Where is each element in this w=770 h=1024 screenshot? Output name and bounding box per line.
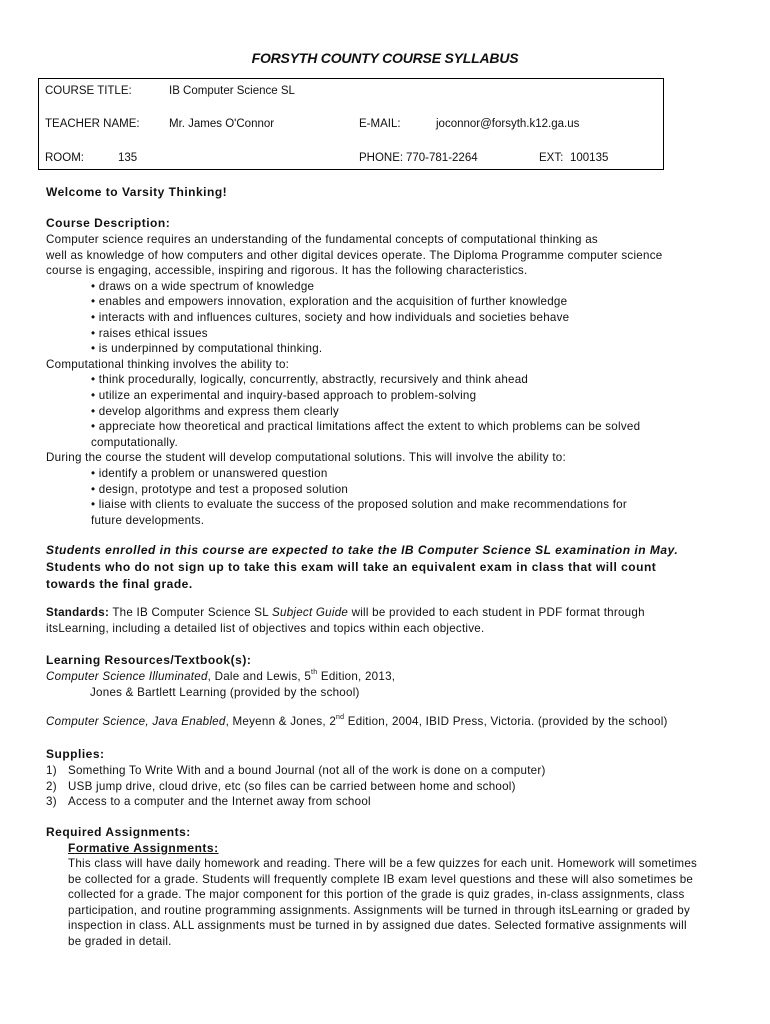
email-value: joconnor@forsyth.k12.ga.us [436,118,580,130]
formative-line: be graded in detail. [68,934,172,948]
formative-line: This class will have daily homework and reading. There will be a few quizzes for each unit. Homework will sometimes [68,857,698,870]
standards-section [46,605,736,636]
formative-line: inspection in class. ALL assignments must be turned in by assigned due dates. Selected formative assignments will [68,919,687,933]
standards-line: itsLearning, including a detailed list of objectives and topics within each objective. [46,621,485,635]
book2-title: Computer Science, Java Enabled [46,715,226,729]
ct-item: computationally. [91,435,178,449]
course-title-value: IB Computer Science SL [169,85,295,97]
supply-number: 1) [46,764,57,777]
book2-details: , Meyenn & Jones, 2 [225,715,337,729]
book2-sup: nd [336,714,345,722]
ext-label: EXT: [539,152,564,164]
supply-text: Something To Write With and a bound Journal (not all of the work is done on a computer) [68,764,546,777]
welcome-section [46,184,736,201]
page-title: FORSYTH COUNTY COURSE SYLLABUS [251,50,519,66]
formative-line: be collected for a grade. Students will frequently complete IB exam level questions and these will also sometimes be [68,872,694,886]
during-item: • identify a problem or unanswered question [91,466,328,480]
course-description-section [46,215,736,528]
ext-value: 100135 [570,152,609,164]
supply-text: Access to a computer and the Internet away from school [68,795,371,809]
during-intro: During the course the student will develop computational solutions. This will involve the ability to: [46,451,566,465]
assignments-section [46,824,736,950]
phone-label: PHONE: [359,152,404,164]
subject-guide: Subject Guide [272,606,349,619]
supplies-heading: Supplies: [46,747,105,761]
supplies-section [46,746,736,810]
exam-notice [46,542,736,593]
book1-details: , Dale and Lewis, 5 [207,670,312,683]
formative-heading: Formative Assignments: [68,841,219,855]
course-title-label: COURSE TITLE: [45,85,132,97]
room-value: 135 [118,152,138,164]
characteristic-item: • draws on a wide spectrum of knowledge [91,279,315,293]
characteristic-item: • is underpinned by computational thinking. [91,342,323,356]
characteristic-item: • raises ethical issues [91,326,208,340]
book1-publisher: Jones & Bartlett Learning (provided by the school) [90,685,360,699]
exam-notice-line: towards the final grade. [46,577,193,591]
supply-item [46,763,736,779]
teacher-value: Mr. James O'Connor [169,118,275,130]
resources-heading: Learning Resources/Textbook(s): [46,653,252,667]
supply-item [46,794,736,810]
standards-label: Standards: [46,606,110,619]
supply-text: USB jump drive, cloud drive, etc (so files can be carried between home and school) [68,779,516,793]
supply-number: 3) [46,795,57,809]
book1-sup: th [311,669,318,676]
exam-notice-line: Students enrolled in this course are expected to take the IB Computer Science SL examination in May. [46,543,679,557]
description-line: well as knowledge of how computers and other digital devices operate. The Diploma Programme computer science [46,248,663,262]
book2-details: Edition, 2004, IBID Press, Victoria. (provided by the school) [344,715,668,729]
course-description-heading: Course Description: [46,216,171,230]
book1-title: Computer Science Illuminated [46,670,208,683]
ct-item: • appreciate how theoretical and practical limitations affect the extent to which problems can be solved [91,420,641,434]
supply-number: 2) [46,779,57,793]
characteristic-item: • enables and empowers innovation, exploration and the acquisition of further knowledge [91,295,568,309]
room-label: ROOM: [45,152,84,164]
ct-item: • develop algorithms and express them clearly [91,404,339,418]
teacher-label: TEACHER NAME: [45,118,140,130]
email-label: E-MAIL: [359,118,401,130]
course-info-box [38,78,664,170]
assignments-heading: Required Assignments: [46,825,191,839]
during-item: • design, prototype and test a proposed solution [91,482,349,496]
exam-notice-line: Students who do not sign up to take this exam will take an equivalent exam in class that will count [46,560,657,574]
characteristic-item: • interacts with and influences cultures, society and how individuals and societies behave [91,310,570,324]
ct-intro: Computational thinking involves the ability to: [46,357,290,371]
ct-item: • utilize an experimental and inquiry-based approach to problem-solving [91,388,477,402]
during-item: • liaise with clients to evaluate the success of the proposed solution and make recommendations for [91,498,627,512]
book1-details: Edition, 2013, [317,670,396,683]
ct-item: • think procedurally, logically, concurrently, abstractly, recursively and think ahead [91,373,529,387]
formative-line: collected for a grade. The major component for this portion of the grade is quiz grades, in-class assignments, class [68,888,685,902]
supply-item [46,779,736,795]
formative-line: participation, and routine programming assignments. Assignments will be turned in through itsLearning or graded by [68,903,691,917]
standards-text: The IB Computer Science SL [109,606,273,619]
resources-section [46,652,736,730]
standards-text: will be provided to each student in PDF format through [348,606,645,619]
welcome-heading: Welcome to Varsity Thinking! [46,185,228,199]
phone-value: 770-781-2264 [406,152,478,164]
description-line: course is engaging, accessible, inspiring and rigorous. It has the following characteristics. [46,264,528,278]
during-item: future developments. [91,513,205,527]
description-line: Computer science requires an understanding of the fundamental concepts of computational thinking as [46,233,598,246]
